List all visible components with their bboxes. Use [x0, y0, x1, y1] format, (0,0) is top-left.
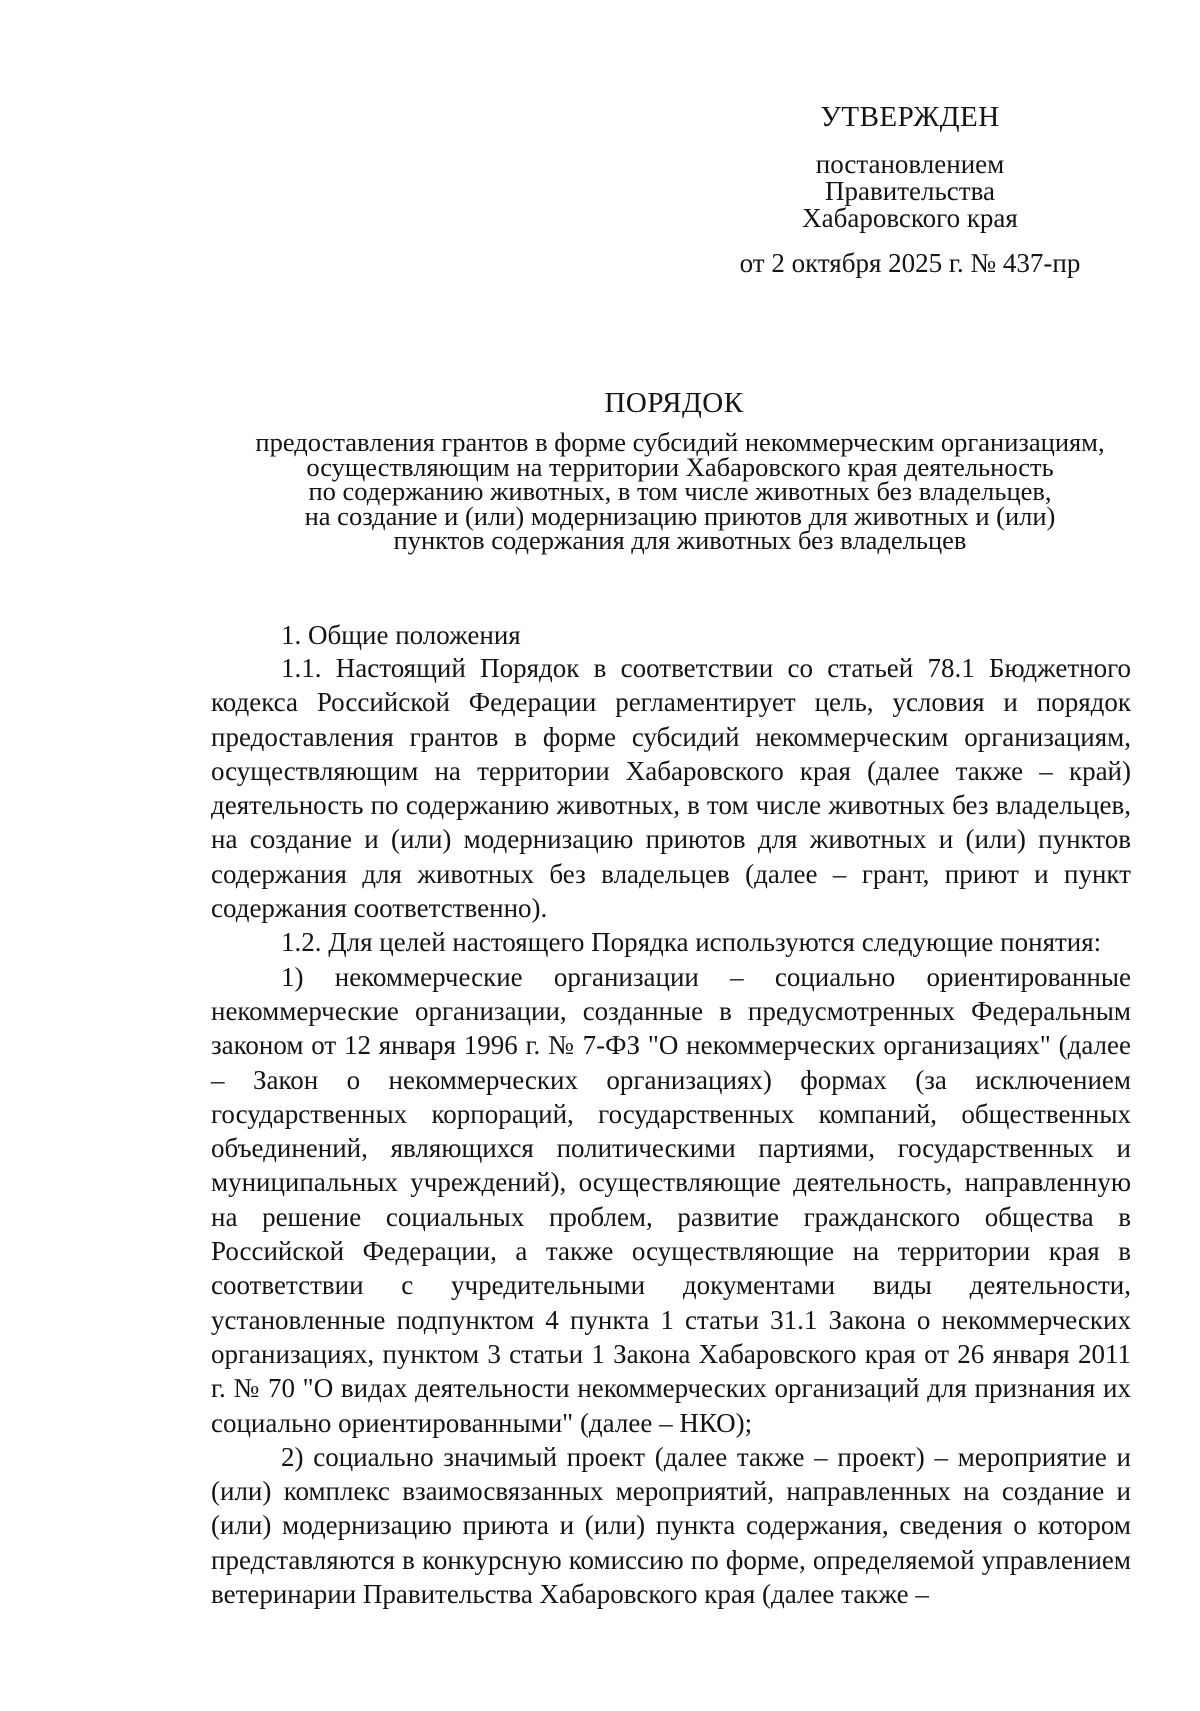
approval-line-2: Правительства	[825, 176, 995, 206]
section-heading: 1. Общие положения	[281, 620, 521, 650]
paragraph: 1.2. Для целей настоящего Порядка используются следующие понятия:	[281, 927, 1102, 958]
paragraph: 1.1. Настоящий Порядок в соответствии со статьей 78.1 Бюджетного кодекса Российской Федерации регламентирует цель, условия и порядок предоставления грантов в форме субсидий некоммерческим организациям, осуществляющим на территории Хабаровского края (далее также – край) деятельность по содержанию животных, в том числе животных без владельцев, на создание и (или) модернизацию приютов для животных и (или) пунктов содержания для животных без владельцев (далее – грант, приют и пункт содержания соответственно).	[211, 653, 1131, 924]
paragraph: 2) социально значимый проект (далее также – проект) – мероприятие и (или) комплекс взаимосвязанных мероприятий, направленных на создание и (или) модернизацию приюта и (или) пункта содержания, сведения о котором представляются в конкурсную комиссию по форме, определяемой управлением ветеринарии Правительства Хабаровского края (далее также –	[211, 1441, 1131, 1610]
subtitle-line: осуществляющим на территории Хабаровского края деятельность	[306, 451, 1054, 482]
approval-stamp	[700, 100, 1120, 277]
subtitle-line: предоставления грантов в форме субсидий некоммерческим организациям,	[255, 427, 1105, 457]
subtitle-line: по содержанию животных, в том числе животных без владельцев,	[308, 476, 1052, 506]
approval-date: от 2 октября 2025 г. № 437-пр	[739, 248, 1081, 278]
approval-title: УТВЕРЖДЕН	[820, 101, 1000, 133]
paragraph: 1) некоммерческие организации – социально ориентированные некоммерческие организации, созданные в предусмотренных Федеральным законом от 12 января 1996 г. № 7-ФЗ "О некоммерческих организациях" (далее – Закон о некоммерческих организациях) формах (за исключением государственных корпораций, государственных компаний, общественных объединений, являющихся политическими партиями, государственных и муниципальных учреждений), осуществляющие деятельность, направленную на решение социальных проблем, развитие гражданского общества в Российской Федерации, а также осуществляющие на территории края в соответствии с учредительными документами виды деятельности, установленные подпунктом 4 пункта 1 статьи 31.1 Закона о некоммерческих организациях, пунктом 3 статьи 1 Закона Хабаровского края от 26 января 2011 г. № 70 "О видах деятельности некоммерческих организаций для признания их социально ориентированными" (далее – НКО);	[211, 961, 1131, 1438]
document-subtitle	[200, 427, 1160, 555]
document-title: ПОРЯДОК	[604, 387, 744, 419]
approval-line-3: Хабаровского края	[802, 203, 1018, 233]
approval-line-1: постановлением	[815, 149, 1005, 179]
subtitle-line: пунктов содержания для животных без владельцев	[393, 525, 967, 555]
body-text	[211, 651, 1131, 1611]
subtitle-line: на создание и (или) модернизацию приютов для животных и (или)	[304, 500, 1056, 531]
